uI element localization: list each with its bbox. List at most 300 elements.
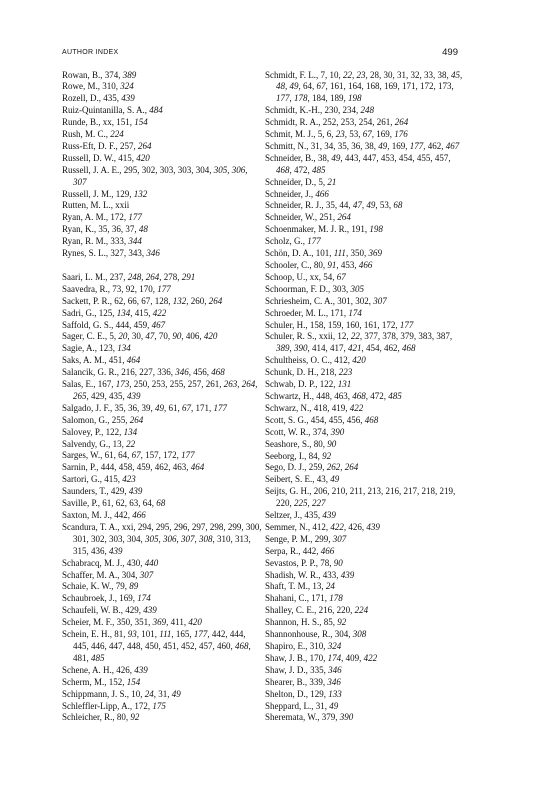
index-entry: Sarnin, P., 444, 458, 459, 462, 463, 464: [62, 462, 205, 473]
reference-page-number: 67: [362, 129, 372, 140]
page-number-ref: 206: [313, 486, 328, 497]
page-number-ref: 463: [172, 462, 187, 473]
index-entry: Semmer, N., 412, 422, 426, 439: [265, 521, 380, 532]
page-number-ref: 159: [327, 319, 342, 330]
author-name: Schippmann, J. S.,: [62, 688, 132, 699]
page-number-ref: 313: [235, 533, 249, 544]
page-number-ref: 310: [102, 81, 116, 92]
page-number-ref: 374: [104, 69, 119, 80]
reference-page-number: 468: [211, 367, 225, 378]
page-number-ref: 61: [102, 498, 112, 509]
page-number-ref: 171: [311, 593, 325, 604]
page-number-ref: 462: [384, 343, 398, 354]
reference-page-number: 47: [352, 200, 362, 211]
reference-page-number: 225: [294, 498, 308, 509]
index-entry: [265, 236, 465, 248]
page-number-ref: 73: [112, 283, 122, 294]
page-number-ref: 442: [114, 510, 128, 521]
reference-page-number: 291: [181, 271, 196, 282]
index-entry: Sager, C. E., 5, 20, 30, 47, 70, 90, 406, 420: [62, 331, 218, 342]
index-entry: Schein, E. H., 81, 93, 101, 111, 165, 177, 442, 444, 445, 446, 447, 448, 450, 451, 452, 457, 460, 468, 481, 485: [62, 629, 251, 663]
reference-page-number: 439: [121, 93, 135, 104]
page-number-ref: 171: [330, 307, 344, 318]
index-entry: Russell, J. A. E., 295, 302, 303, 303, 304, 305, 306, 307: [62, 164, 248, 187]
page-number-ref: 191: [351, 224, 365, 235]
page-number-ref: 13: [112, 438, 122, 449]
author-name: Schneider, J.,: [265, 188, 316, 199]
page-number-ref: 414: [312, 343, 326, 354]
page-number-ref: 409: [345, 652, 360, 663]
reference-page-number: 369: [152, 617, 167, 628]
index-entry: Seibert, S. E., 43, 49: [265, 474, 340, 485]
page-number-ref: 172: [381, 319, 396, 330]
index-entry: Salas, E., 167, 173, 250, 253, 255, 257, 261, 263, 264, 265, 429, 435, 439: [62, 379, 258, 401]
page-number-ref: 36: [111, 224, 121, 235]
page-number-ref: 70: [158, 331, 168, 342]
page-number-ref: 383: [418, 331, 432, 342]
reference-page-number: 484: [149, 105, 163, 116]
author-name: Shadish, W. R.,: [265, 569, 323, 580]
page-number-ref: 213: [367, 486, 381, 497]
page-number-ref: 387: [436, 331, 450, 342]
page-number-ref: 435: [103, 93, 117, 104]
reference-page-number: 133: [328, 688, 342, 699]
index-entry: Schuler, H., 158, 159, 160, 161, 172, 177: [265, 319, 414, 330]
page-number-ref: 160: [345, 319, 360, 330]
reference-page-number: 89: [129, 581, 139, 592]
index-entry: Shannon, H. S., 85, 92: [265, 617, 347, 628]
page-number-ref: 38: [317, 152, 327, 163]
author-name: Scandura, T. A.,: [62, 521, 122, 532]
reference-page-number: 264: [145, 271, 160, 282]
reference-page-number: 264: [394, 117, 409, 128]
page-number-ref: 433: [322, 569, 337, 580]
reference-page-number: 307: [181, 533, 195, 544]
reference-page-number: 464: [190, 462, 205, 473]
author-name: Shalley, C. E.,: [265, 605, 319, 616]
page-number-ref: 62: [115, 498, 125, 509]
index-entry: Seeborg, I., 84, 92: [265, 450, 332, 461]
page-number-ref: 61: [168, 402, 178, 413]
page-number-ref: 189: [330, 93, 344, 104]
page-number-ref: 447: [109, 640, 123, 651]
reference-page-number: 439: [109, 545, 123, 556]
index-entry: Schaffer, M. A., 304, 307: [62, 569, 154, 580]
reference-page-number: 464: [126, 355, 141, 366]
page-number-ref: 66: [127, 295, 137, 306]
reference-page-number: 390: [330, 426, 345, 437]
reference-page-number: 174: [348, 307, 362, 318]
author-name: Saxton, M. J.,: [62, 510, 115, 521]
reference-page-number: 111: [333, 248, 346, 259]
page-number-ref: 415: [134, 307, 149, 318]
reference-page-number: 466: [315, 188, 329, 199]
page-number-ref: 406: [185, 331, 200, 342]
index-entry: Saffold, G. S., 444, 459, 467: [62, 319, 166, 330]
reference-page-number: 24: [325, 581, 335, 592]
author-name: Shannon, H. S.,: [265, 617, 324, 628]
page-number-ref: 84: [308, 450, 318, 461]
index-entry: Schriesheim, C. A., 301, 302, 307: [265, 295, 387, 306]
author-name: Sarges, W.,: [62, 450, 105, 461]
index-entry: Schoenmaker, M. J. R., 191, 198: [265, 224, 383, 235]
page-number-ref: 418: [313, 402, 328, 413]
author-name: Schmidt, K.-H.,: [265, 105, 325, 116]
index-entry: Schwartz, H., 448, 463, 468, 472, 485: [265, 390, 402, 401]
reference-page-number: 174: [327, 652, 342, 663]
page-number-ref: 472: [370, 390, 384, 401]
reference-page-number: 308: [199, 533, 213, 544]
page-number-ref: 450: [145, 640, 159, 651]
page-number-ref: 429: [91, 390, 105, 401]
reference-page-number: 344: [128, 236, 142, 247]
page-number-ref: 171: [195, 402, 210, 413]
reference-page-number: 224: [354, 605, 369, 616]
author-name: Schneider, B.,: [265, 152, 318, 163]
author-name: Ryan, K.,: [62, 224, 99, 235]
reference-page-number: 49: [171, 688, 181, 699]
page-number-ref: 61: [104, 450, 114, 461]
index-entry: [62, 105, 262, 117]
reference-page-number: 177: [399, 319, 414, 330]
page-number-ref: 64: [142, 498, 152, 509]
index-entry: Shelton, D., 129, 133: [265, 688, 342, 699]
index-entry: Schön, D. A., 101, 111, 350, 369: [265, 248, 382, 259]
page-number-ref: 457: [434, 152, 449, 163]
author-name: Schneider, W.,: [265, 212, 320, 223]
author-name: Schaubroek, J.,: [62, 593, 120, 604]
reference-page-number: 90: [172, 331, 182, 342]
page-number-ref: 447: [362, 152, 377, 163]
page-number-ref: 456: [346, 414, 361, 425]
author-name: Sadri, G.,: [62, 307, 99, 318]
page-number-ref: 210: [331, 486, 346, 497]
page-number-ref: 220: [336, 605, 351, 616]
index-entry: Seltzer, J., 435, 439: [265, 510, 336, 521]
reference-page-number: 178: [294, 93, 308, 104]
page-number-ref: 101: [315, 248, 330, 259]
author-name: Seltzer, J.,: [265, 510, 305, 521]
page-number-ref: 38: [364, 140, 374, 151]
reference-page-number: 90: [327, 438, 337, 449]
author-name: Schwartz, H.,: [265, 390, 317, 401]
page-number-ref: 92: [125, 283, 135, 294]
reference-page-number: 264: [208, 295, 223, 306]
index-entry: Salancik, G. R., 216, 227, 336, 346, 456, 468: [62, 367, 225, 378]
page-number-ref: 351: [134, 617, 149, 628]
author-name: Sartori, G.,: [62, 474, 105, 485]
page-number-ref: 350: [350, 248, 364, 259]
reference-page-number: 132: [172, 295, 187, 306]
page-number-ref: 78: [320, 557, 330, 568]
reference-page-number: 440: [144, 557, 159, 568]
reference-page-number: 324: [120, 81, 134, 92]
page-number-ref: 53: [379, 200, 389, 211]
author-name: Sackett, P. R.,: [62, 295, 115, 306]
reference-page-number: 420: [203, 331, 218, 342]
index-entry: Sheppard, L., 31, 49: [265, 700, 339, 711]
index-entry: Salomon, G., 255, 264: [62, 414, 144, 425]
reference-page-number: 177: [213, 402, 228, 413]
author-name: Schön, D. A.,: [265, 248, 316, 259]
index-entry: Rowe, M., 310, 324: [62, 81, 134, 92]
author-name: Shapiro, E.,: [265, 641, 310, 651]
page-number-ref: 296: [173, 521, 188, 532]
index-entry: [62, 200, 262, 212]
reference-page-number: 422: [349, 402, 364, 413]
page-number-ref: xxi: [121, 521, 134, 532]
page-number-ref: 128: [154, 295, 169, 306]
page-number-ref: 301: [337, 295, 351, 306]
reference-page-number: 154: [126, 676, 141, 687]
page-number-ref: 35: [337, 140, 347, 151]
index-entry: Schmidt, F. L., 7, 10, 22, 23, 28, 30, 31, 32, 33, 38, 45, 48, 49, 64, 67, 161, 164, 168, 169, 171, 172, 173, 177, 178, 184, 189, 198: [265, 69, 463, 104]
page-number-ref: 412: [312, 521, 326, 532]
index-entry: Saville, P., 61, 62, 63, 64, 68: [62, 498, 166, 509]
page-number-ref: 435: [109, 390, 123, 401]
index-entry: Scott, S. G., 454, 455, 456, 468: [265, 414, 379, 425]
index-entry: Schene, A. H., 426, 439: [62, 664, 148, 675]
index-entry: Serpa, R., 442, 466: [265, 545, 335, 556]
reference-page-number: 67: [182, 402, 192, 413]
page-number-ref: 216: [318, 605, 333, 616]
page-number-ref: 36: [351, 140, 361, 151]
running-head: AUTHOR INDEX: [62, 49, 119, 56]
author-name: Schleicher, R.,: [62, 712, 117, 723]
index-entry: Sartori, G., 415, 423: [62, 474, 136, 485]
page-number-ref: 343: [128, 248, 142, 259]
reference-page-number: 224: [110, 129, 124, 140]
reference-page-number: 92: [322, 450, 332, 461]
reference-page-number: 48: [138, 224, 148, 235]
index-column-right: [265, 70, 465, 725]
page-number-ref: 435: [304, 510, 318, 521]
reference-page-number: 93: [127, 629, 137, 640]
author-name: Schoop, U.,: [265, 271, 310, 282]
index-entry: Schultheiss, O. C., 412, 420: [265, 355, 366, 366]
page-number-ref: 219: [439, 486, 453, 497]
author-name: Serpa, R.,: [265, 545, 303, 556]
page-number-ref: 304: [334, 629, 349, 640]
author-name: Schroeder, M. L.,: [265, 307, 331, 318]
author-name: Schneider, D.,: [265, 176, 319, 187]
page-number-ref: 80: [116, 712, 126, 723]
page-number-ref: 101: [141, 629, 155, 640]
reference-page-number: 422: [152, 307, 167, 318]
page-number-ref: 252: [322, 117, 337, 128]
reference-page-number: 466: [358, 260, 373, 270]
index-entry: Schneider, D., 5, 21: [265, 176, 337, 187]
author-name: Scheier, M. F.,: [62, 617, 117, 628]
index-entry: Saavedra, R., 73, 92, 170, 177: [62, 283, 171, 294]
reference-page-number: 439: [366, 521, 380, 532]
page-number-ref: 426: [116, 664, 130, 675]
author-name: Saavedra, R.,: [62, 283, 113, 294]
reference-page-number: 20: [118, 331, 128, 342]
page-number-ref: 38: [437, 69, 447, 80]
index-entry: Saunders, T., 429, 439: [62, 486, 143, 497]
index-entry: Seashore, S., 80, 90: [265, 438, 337, 449]
index-entry: Salgado, J. F., 35, 36, 39, 49, 61, 67, 171, 177: [62, 402, 228, 413]
author-name: Sheremata, W.,: [265, 712, 322, 723]
page-number-ref: 31: [397, 69, 407, 80]
page-number-ref: 429: [125, 605, 139, 616]
reference-page-number: 48: [276, 81, 285, 92]
reference-page-number: 439: [143, 605, 157, 616]
page-number-ref: 125: [98, 307, 113, 318]
index-entry: Saks, A. M., 451, 464: [62, 355, 141, 366]
index-entry: Rowan, B., 374, 389: [62, 69, 137, 80]
page-number-ref: 169: [391, 140, 406, 151]
index-entry: Saxton, M. J., 442, 466: [62, 510, 146, 521]
reference-page-number: 177: [276, 93, 290, 104]
reference-page-number: 177: [193, 629, 208, 640]
author-name: Schneider, R. J.,: [265, 200, 326, 211]
index-entry: Scherm, M., 152, 154: [62, 676, 141, 687]
page-number-ref: 451: [163, 640, 177, 651]
index-entry: Shahani, C., 171, 178: [265, 593, 343, 604]
page-number-ref: 33: [424, 69, 434, 80]
page-number-ref: 451: [108, 355, 123, 366]
author-name: Schaufeli, W. B.,: [62, 605, 126, 616]
reference-page-number: 422: [330, 521, 344, 532]
page-number-ref: 454: [366, 343, 380, 354]
author-name: Schmidt, R. A.,: [265, 117, 323, 128]
page-number-ref: 227: [139, 367, 153, 378]
index-entry: Sevastos, P. P., 78, 90: [265, 557, 343, 568]
page-number-ref: 218: [421, 486, 435, 497]
page-number-ref: 31: [158, 688, 168, 699]
page-number-ref: 85: [323, 617, 333, 628]
author-name: Russell, D. W.,: [62, 152, 119, 163]
page-number-ref: 415: [104, 474, 118, 485]
reference-page-number: 346: [175, 367, 189, 378]
author-name: Ruiz-Quintanilla, S. A.,: [62, 105, 150, 116]
page-number-ref: 458: [118, 462, 133, 473]
author-name: Scherm, M.,: [62, 676, 109, 687]
page-number-ref: 170: [309, 652, 324, 663]
index-entry: Schwab, D. P., 122, 131: [265, 379, 352, 390]
page-number-ref: 44: [339, 200, 349, 211]
author-name: Russ-Eft, D. F.,: [62, 140, 121, 151]
author-name: Salancik, G. R.,: [62, 367, 122, 378]
page-number-ref: 158: [309, 319, 324, 330]
page-number-ref: 216: [385, 486, 399, 497]
index-entry: Saari, L. M., 237, 248, 264, 278, 291: [62, 271, 196, 282]
reference-page-number: 22: [343, 69, 353, 80]
page-number-ref: 463: [334, 390, 348, 401]
page-number-ref: 294: [137, 521, 152, 532]
page-number-ref: 64: [118, 450, 128, 461]
index-entry: Schoop, U., xx, 54, 67: [265, 271, 346, 282]
author-name: Schaie, K. W.,: [62, 581, 116, 592]
page-number-ref: 251: [319, 212, 333, 223]
page-number-ref: 302: [91, 533, 105, 544]
index-entry: Schunk, D. H., 218, 223: [265, 367, 353, 378]
reference-page-number: 421: [348, 343, 362, 354]
author-name: Sheppard, L.,: [265, 700, 316, 711]
reference-page-number: 68: [156, 498, 166, 509]
reference-page-number: 24: [144, 688, 154, 699]
author-name: Schooler, C.,: [265, 260, 314, 270]
index-entry: Schmidt, R. A., 252, 253, 254, 261, 264: [265, 117, 409, 128]
author-name: Seijts, G. H.,: [265, 486, 314, 497]
page-number-ref: xx: [309, 271, 319, 282]
reference-page-number: 177: [157, 283, 171, 294]
reference-page-number: 154: [134, 117, 148, 128]
index-entry: Rozell, D., 435, 439: [62, 93, 135, 104]
author-name: Schwab, D. P.,: [265, 379, 320, 390]
reference-page-number: 177: [181, 450, 195, 461]
author-name: Salgado, J. F.,: [62, 402, 115, 413]
author-name: Runde, B.,: [62, 117, 103, 128]
page-number-ref: 122: [105, 426, 120, 437]
page-number-ref: 172: [420, 81, 434, 92]
reference-page-number: 198: [369, 224, 383, 235]
author-name: Seashore, S.,: [265, 438, 314, 449]
author-name: Senge, P. M.,: [265, 533, 315, 544]
index-entry: Runde, B., xx, 151, 154: [62, 117, 148, 128]
author-name: Ryan, R. M.,: [62, 236, 111, 247]
page-number-ref: 79: [115, 581, 125, 592]
page-number-ref: 457: [199, 640, 213, 651]
page-number-ref: 295: [123, 164, 138, 175]
reference-page-number: 263: [223, 379, 238, 390]
author-name: Ryan, A. M.,: [62, 212, 111, 223]
page-number-ref: 300: [245, 521, 260, 532]
author-name: Scott, S. G.,: [265, 414, 311, 425]
page-number-ref: 10: [131, 688, 141, 699]
author-name: Shaw, J. D.,: [265, 664, 311, 675]
reference-page-number: 485: [312, 164, 326, 175]
reference-page-number: 305: [213, 164, 228, 175]
page-number-ref: 30: [383, 69, 393, 80]
author-name: Saville, P.,: [62, 498, 103, 509]
index-entry: Salovey, P., 122, 134: [62, 426, 138, 437]
page-number-ref: 35: [114, 402, 124, 413]
author-name: Rozell, D.,: [62, 93, 104, 104]
index-entry: Russell, J. M., 129, 132: [62, 188, 148, 199]
reference-page-number: 91: [327, 260, 337, 270]
page-number-ref: 12: [337, 331, 347, 342]
page-number-ref: 454: [398, 152, 413, 163]
index-entry: Shaft, T. M., 13, 24: [265, 581, 335, 592]
index-entry: Sego, D. J., 259, 262, 264: [265, 462, 359, 473]
reference-page-number: 466: [132, 510, 146, 521]
reference-page-number: 346: [328, 664, 342, 675]
author-name: Schleffler-Lipp, A.,: [62, 700, 135, 711]
author-name: Saks, A. M.,: [62, 355, 109, 366]
index-entry: Sagie, A., 123, 134: [62, 343, 131, 354]
reference-page-number: 468: [235, 640, 249, 651]
page-number-ref: 446: [91, 640, 105, 651]
page-number-ref: 454: [310, 414, 325, 425]
author-name: Schriesheim, C. A.,: [265, 295, 338, 306]
reference-page-number: 467: [151, 319, 166, 330]
author-name: Schwarz, N.,: [265, 402, 314, 413]
index-entry: Ryan, A. M., 172, 177: [62, 212, 142, 223]
page-number-ref: 412: [334, 355, 348, 366]
page-number-ref: 122: [319, 379, 334, 390]
author-name: Schuler, H.,: [265, 319, 310, 330]
page-number-ref: 339: [309, 676, 323, 687]
author-name: Seibert, S. E.,: [265, 474, 317, 485]
page-number-ref: 80: [313, 260, 323, 270]
reference-page-number: 134: [116, 307, 131, 318]
reference-page-number: 468: [364, 414, 379, 425]
page-number-ref: 5: [109, 331, 114, 342]
index-entry: Ryan, R. M., 333, 344: [62, 236, 142, 247]
